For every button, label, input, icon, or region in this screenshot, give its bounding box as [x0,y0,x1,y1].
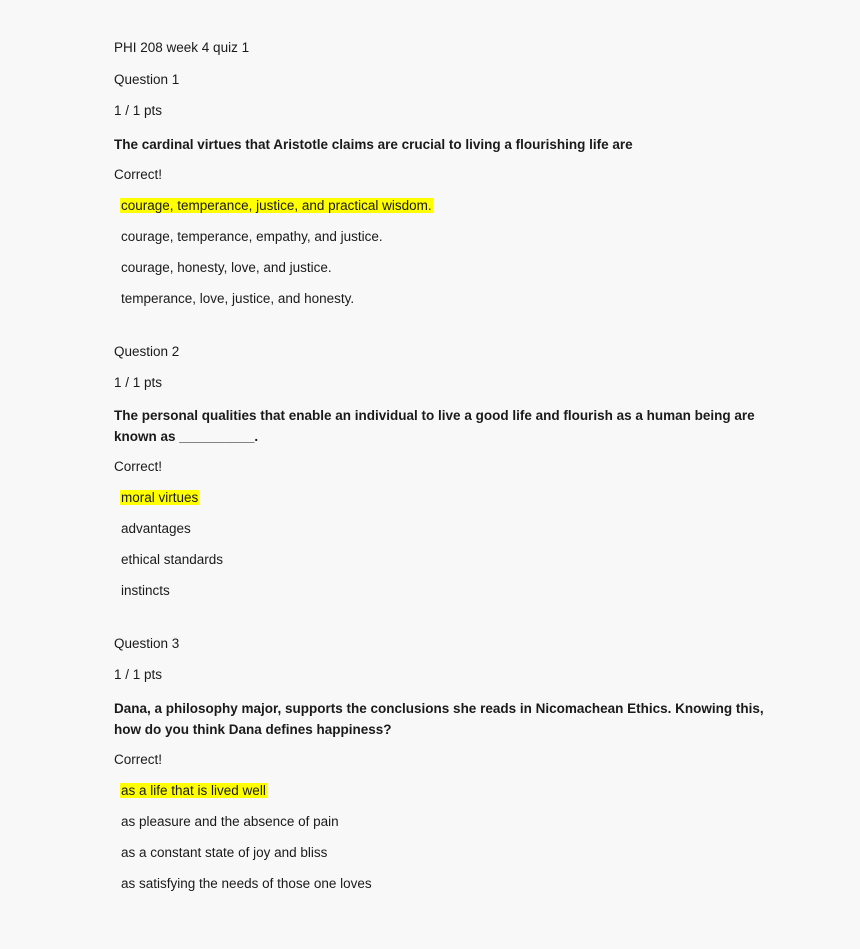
answer-option [120,289,764,308]
document-body [114,38,764,905]
question-points: 1 / 1 pts [114,374,163,390]
answer-option [120,550,764,569]
answer-text: ethical standards [121,552,224,567]
answer-option [120,812,764,831]
question-prompt: The cardinal virtues that Aristotle claims are crucial to living a flourishing life are [114,136,633,152]
answer-text: temperance, love, justice, and honesty. [121,290,355,306]
answer-text: as a life that is lived well [121,782,266,798]
answer-list [114,488,764,600]
question-prompt: The personal qualities that enable an individual to live a good life and flourish as a human being are known as __________. [114,408,755,444]
answer-option [120,581,764,600]
question-points: 1 / 1 pts [114,667,163,682]
correct-status: Correct! [114,166,163,182]
answer-text: instincts [121,583,170,598]
answer-list [114,781,764,893]
answer-option [120,227,764,246]
question-points: 1 / 1 pts [114,103,163,118]
answer-text: as pleasure and the absence of pain [121,813,339,829]
answer-text: moral virtues [121,490,199,505]
answer-option [120,843,764,862]
question-label: Question 3 [114,636,180,651]
answer-option [120,258,764,277]
document-title: PHI 208 week 4 quiz 1 [114,40,250,55]
question-prompt: Dana, a philosophy major, supports the conclusions she reads in Nicomachean Ethics. Knowing this, how do you think Dana defines happiness? [114,700,764,737]
answer-list [114,196,764,308]
answer-text: courage, temperance, justice, and practical wisdom. [121,197,432,213]
answer-text: advantages [121,521,191,536]
answer-text: courage, honesty, love, and justice. [121,259,332,275]
answer-text: courage, temperance, empathy, and justice. [121,228,383,244]
answer-option-selected [120,196,764,215]
question-label: Question 1 [114,72,180,87]
correct-status: Correct! [114,751,163,767]
answer-option-selected [120,781,764,800]
answer-option [120,519,764,538]
answer-option [120,874,764,893]
question-label: Question 2 [114,343,180,359]
question-block-3 [114,634,764,893]
question-block-1 [114,70,764,308]
correct-status: Correct! [114,459,163,474]
question-block-2 [114,342,764,601]
answer-text: as satisfying the needs of those one loves [121,875,372,891]
answer-option-selected [120,488,764,507]
answer-text: as a constant state of joy and bliss [121,844,328,860]
